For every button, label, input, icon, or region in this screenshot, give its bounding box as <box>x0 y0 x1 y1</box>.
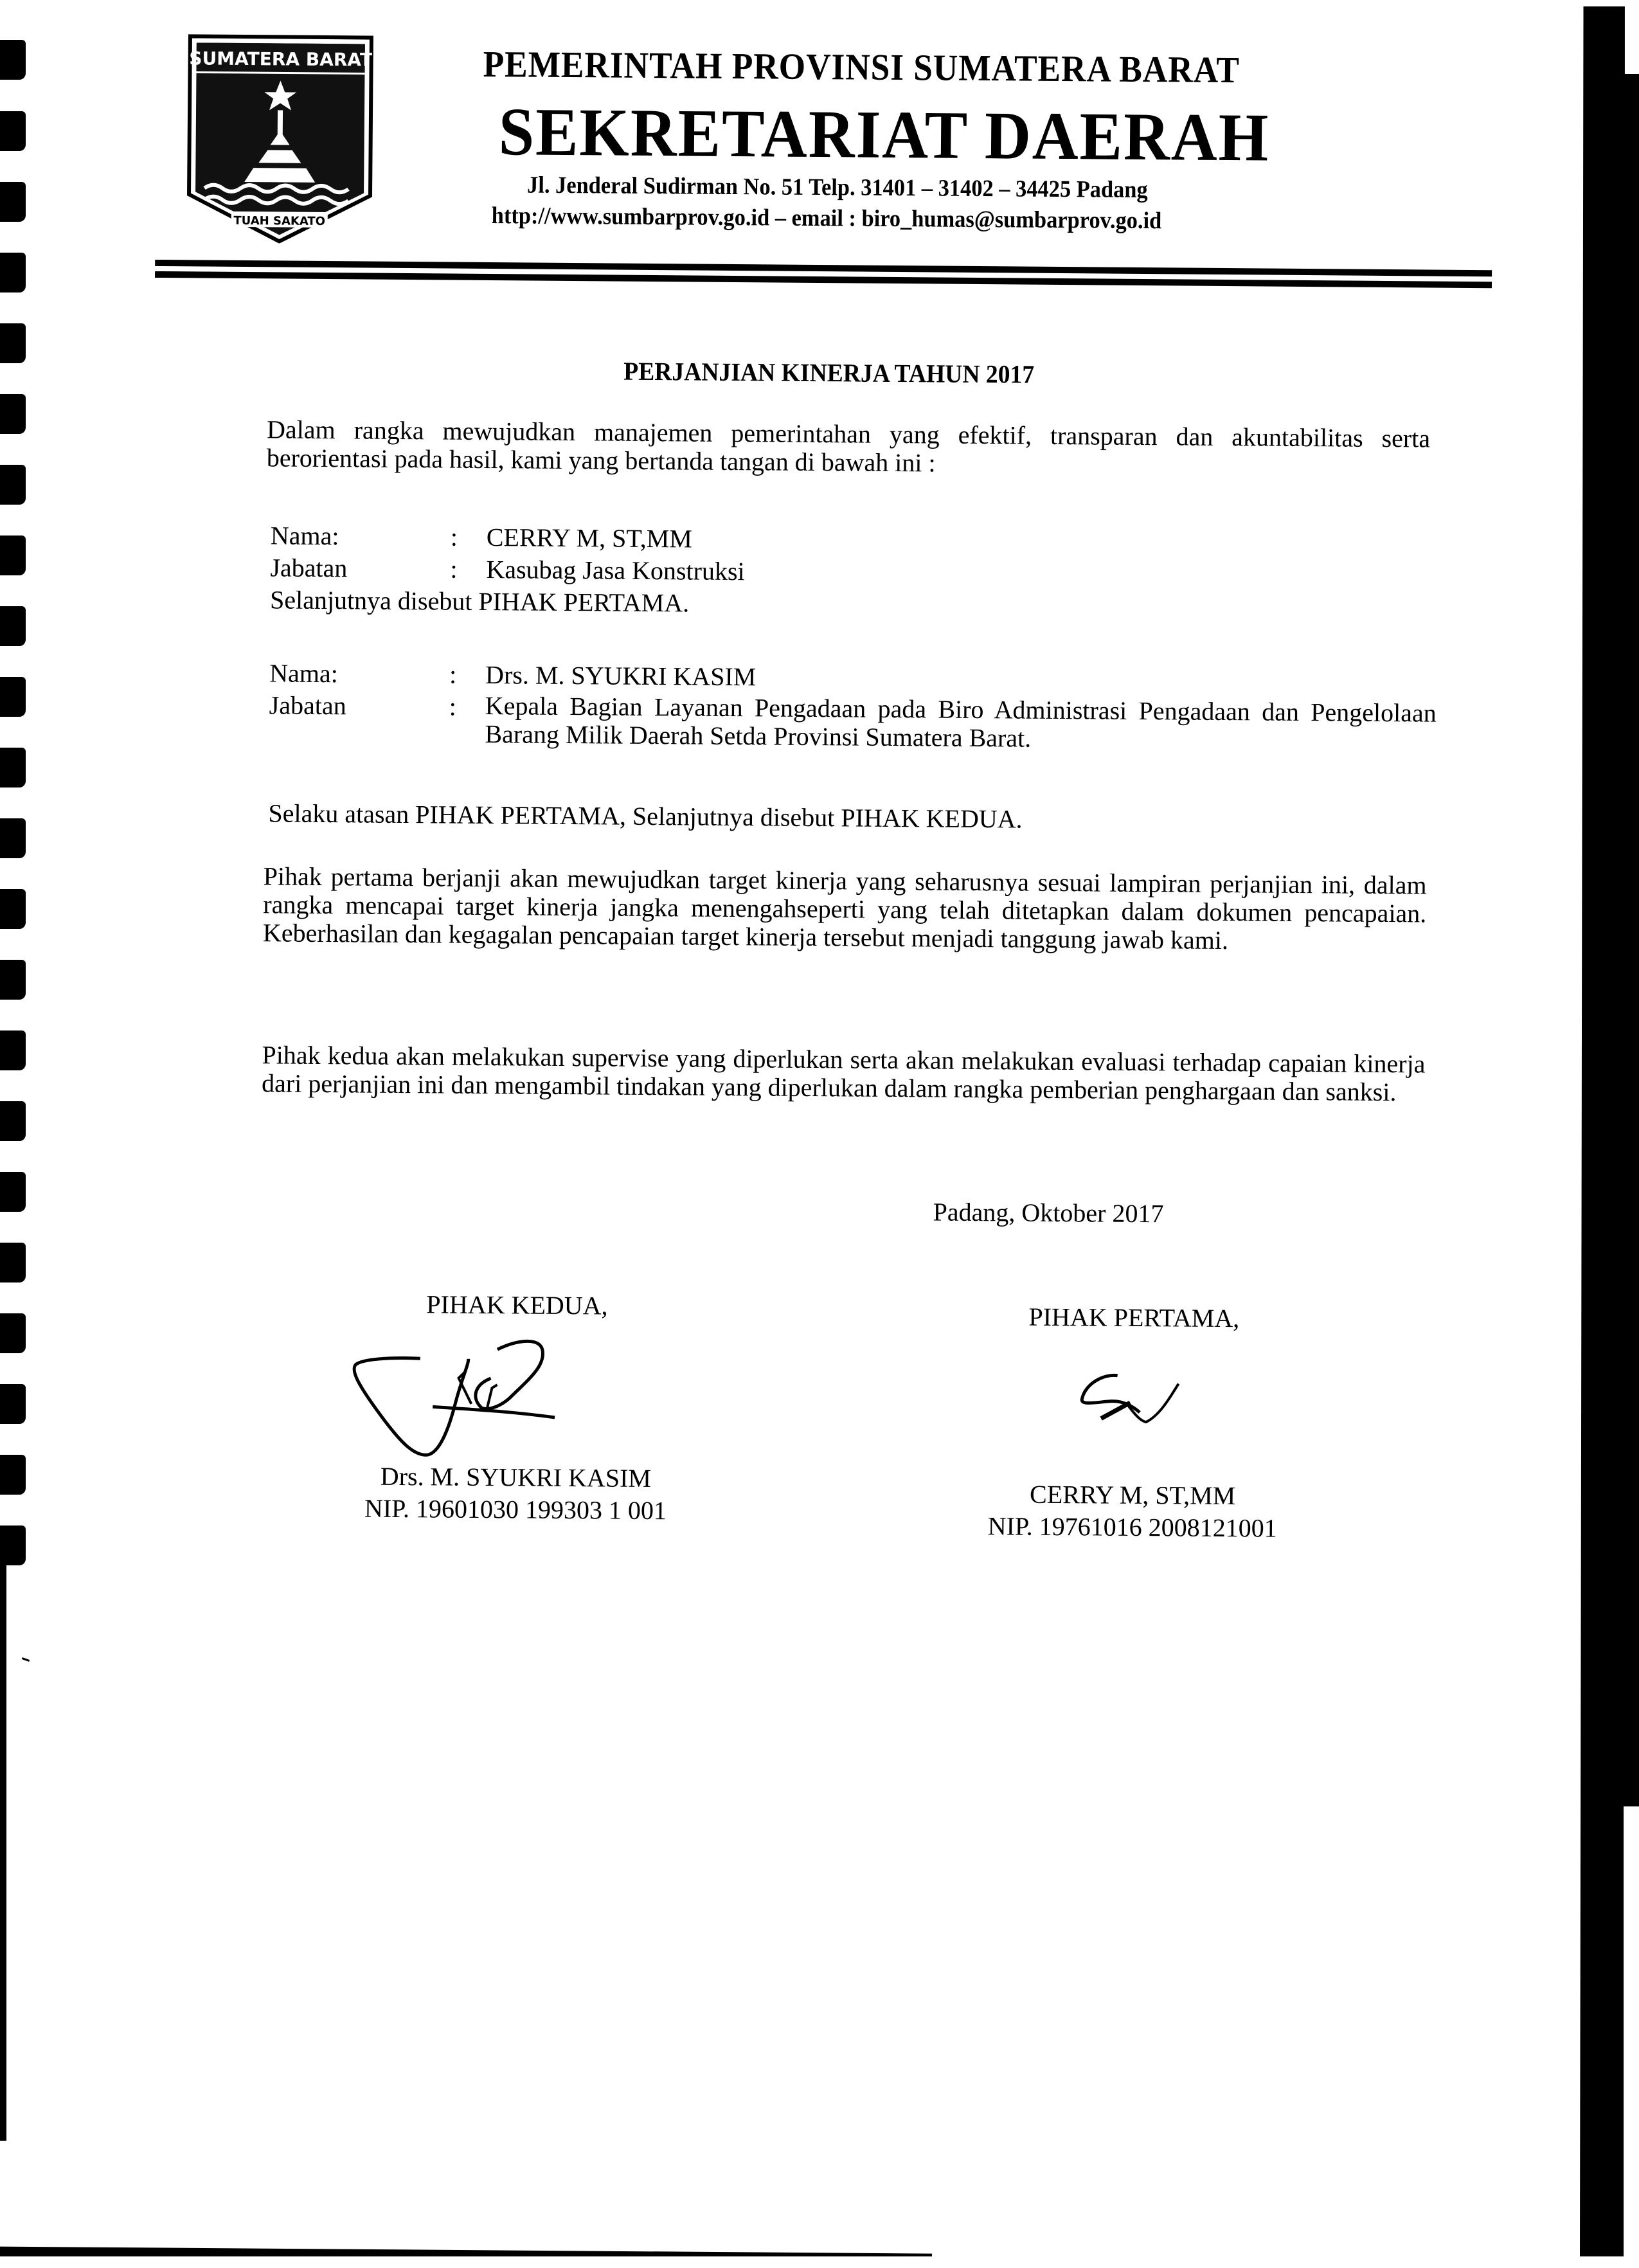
party2-position-row <box>269 690 1437 755</box>
right-signatory-role: PIHAK PERTAMA, <box>1028 1302 1240 1333</box>
party2-position-value: Kepala Bagian Layanan Pengadaan pada Biro Administrasi Pengadaan dan Pengelolaan Barang Milik Daerah Setda Provinsi Sumatera Barat. <box>485 690 1437 753</box>
party1-position-label: Jabatan <box>270 553 348 583</box>
place-date: Padang, Oktober 2017 <box>933 1197 1164 1228</box>
intro-paragraph: Dalam rangka mewujudkan manajemen pemerintahan yang efektif, transparan dan akuntabilitas serta berorientasi pada hasil, kami yang bertanda tangan di bawah ini : <box>266 415 1431 478</box>
letterhead-office: SEKRETARIAT DAERAH <box>498 94 1270 176</box>
party1-name-label: Nama: <box>270 521 339 551</box>
party1-position-value: Kasubag Jasa Konstruksi <box>486 555 745 586</box>
provincial-crest-icon <box>186 33 374 244</box>
party1-position-row <box>270 552 745 586</box>
colon: : <box>449 660 457 689</box>
right-signatory-nip: NIP. 19761016 2008121001 <box>987 1511 1277 1543</box>
party1-designation: Selanjutnya disebut PIHAK PERTAMA. <box>269 585 690 618</box>
svg-text:SUMATERA BARAT: SUMATERA BARAT <box>189 48 373 71</box>
letterhead-address: Jl. Jenderal Sudirman No. 51 Telp. 31401 – 31402 – 34425 Padang <box>526 172 1148 204</box>
colon: : <box>449 692 457 721</box>
document-title: PERJANJIAN KINERJA TAHUN 2017 <box>623 356 1035 389</box>
letterhead-contact: http://www.sumbarprov.go.id – email : biro_humas@sumbarprov.go.id <box>491 203 1162 235</box>
left-signatory-name: Drs. M. SYUKRI KASIM <box>380 1461 652 1493</box>
left-signatory-role: PIHAK KEDUA, <box>426 1290 608 1320</box>
letterhead-government: PEMERINTAH PROVINSI SUMATERA BARAT <box>483 42 1240 91</box>
party2-position-label: Jabatan <box>269 690 346 721</box>
party2-name-row <box>269 658 757 692</box>
party2-name-value: Drs. M. SYUKRI KASIM <box>485 660 757 692</box>
right-signature-icon <box>1069 1370 1198 1442</box>
commitment-paragraph: Pihak pertama berjanji akan mewujudkan target kinerja yang seharusnya sesuai lampiran perjanjian ini, dalam rangka mencapai target kinerja jangka menengahseperti yang telah ditetapkan dalam dokumen pencapaian. Keberhasilan dan kegagalan pencapaian target kinerja tersebut menjadi tanggung jawab kami. <box>262 861 1427 955</box>
supervision-paragraph: Pihak kedua akan melakukan supervise yang diperlukan serta akan melakukan evaluasi terhadap capaian kinerja dari perjanjian ini dan mengambil tindakan yang diperlukan dalam rangka pemberian penghargaan dan sanksi. <box>261 1040 1426 1107</box>
left-signature-icon <box>336 1332 626 1470</box>
party1-name-value: CERRY M, ST,MM <box>486 523 693 554</box>
svg-text:TUAH SAKATO: TUAH SAKATO <box>233 213 326 229</box>
party2-designation: Selaku atasan PIHAK PERTAMA, Selanjutnya disebut PIHAK KEDUA. <box>268 798 1023 834</box>
colon: : <box>450 554 458 584</box>
party1-name-row <box>271 520 692 554</box>
right-signatory-name: CERRY M, ST,MM <box>1029 1479 1236 1511</box>
party2-name-label: Nama: <box>269 658 338 688</box>
left-signatory-nip: NIP. 19601030 199303 1 001 <box>364 1493 667 1526</box>
colon: : <box>450 522 458 552</box>
